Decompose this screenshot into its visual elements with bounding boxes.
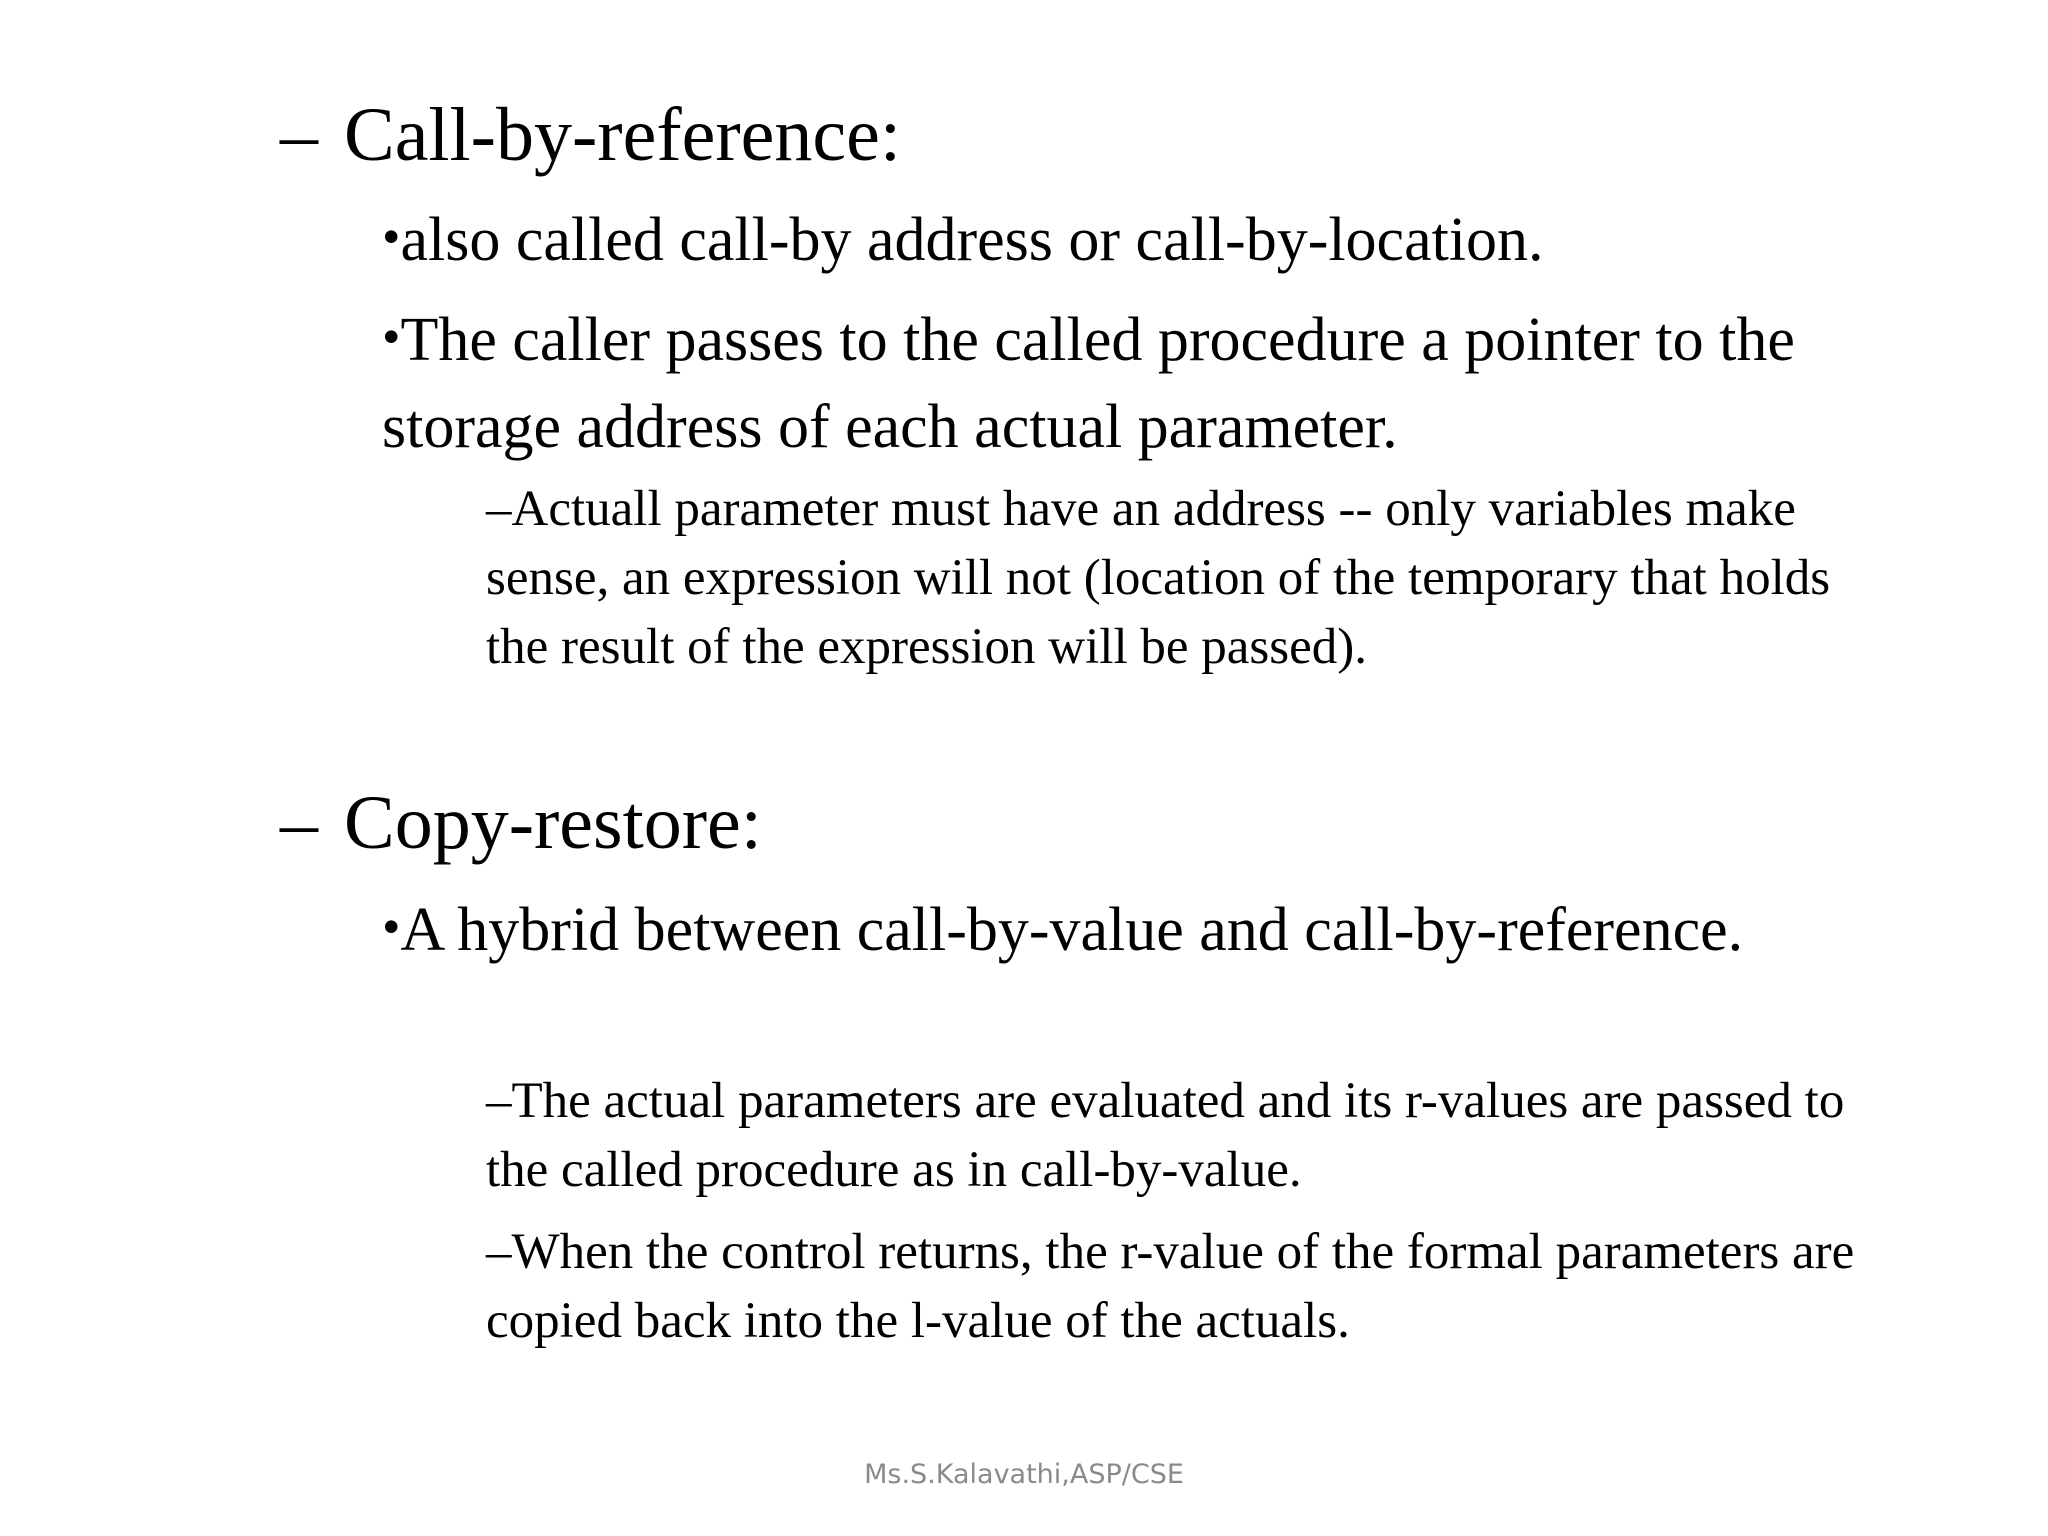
bullet-text: The caller passes to the called procedure a pointer to the storage address of each actual parameter. xyxy=(382,306,1795,461)
sub-point xyxy=(486,1218,1886,1356)
sub-point-text: Actuall parameter must have an address -- only variables make sense, an expression will not (location of the temporary that holds the result of the expression will be passed). xyxy=(486,481,1831,675)
bullet-text: also called call-by address or call-by-location. xyxy=(400,206,1544,274)
bullet-marker: • xyxy=(382,207,401,266)
heading-text: Call-by-reference: xyxy=(344,93,901,177)
sub-point-text: When the control returns, the r-value of the formal parameters are copied back into the l-value of the actuals. xyxy=(486,1224,1855,1349)
sub-point-text: The actual parameters are evaluated and its r-values are passed to the called procedure as in call-by-value. xyxy=(486,1073,1845,1198)
bullet-marker: • xyxy=(382,897,401,956)
bullet-marker: • xyxy=(382,307,401,366)
heading-dash: – xyxy=(280,781,318,865)
sub-point xyxy=(486,1067,1886,1205)
section-heading-copy-restore xyxy=(280,780,762,866)
bullet-item xyxy=(382,198,1902,285)
bullet-item xyxy=(382,888,1902,975)
heading-text: Copy-restore: xyxy=(344,781,762,865)
sub-point-dash: – xyxy=(486,1073,512,1129)
heading-dash: – xyxy=(280,93,318,177)
footer-author: Ms.S.Kalavathi,ASP/CSE xyxy=(864,1459,1184,1490)
section-heading-call-by-reference xyxy=(280,92,901,178)
sub-point-dash: – xyxy=(486,481,512,537)
bullet-text: A hybrid between call-by-value and call-by-reference. xyxy=(400,896,1744,964)
sub-point xyxy=(486,475,1886,682)
sub-point-dash: – xyxy=(486,1224,512,1280)
bullet-item xyxy=(382,298,1902,469)
